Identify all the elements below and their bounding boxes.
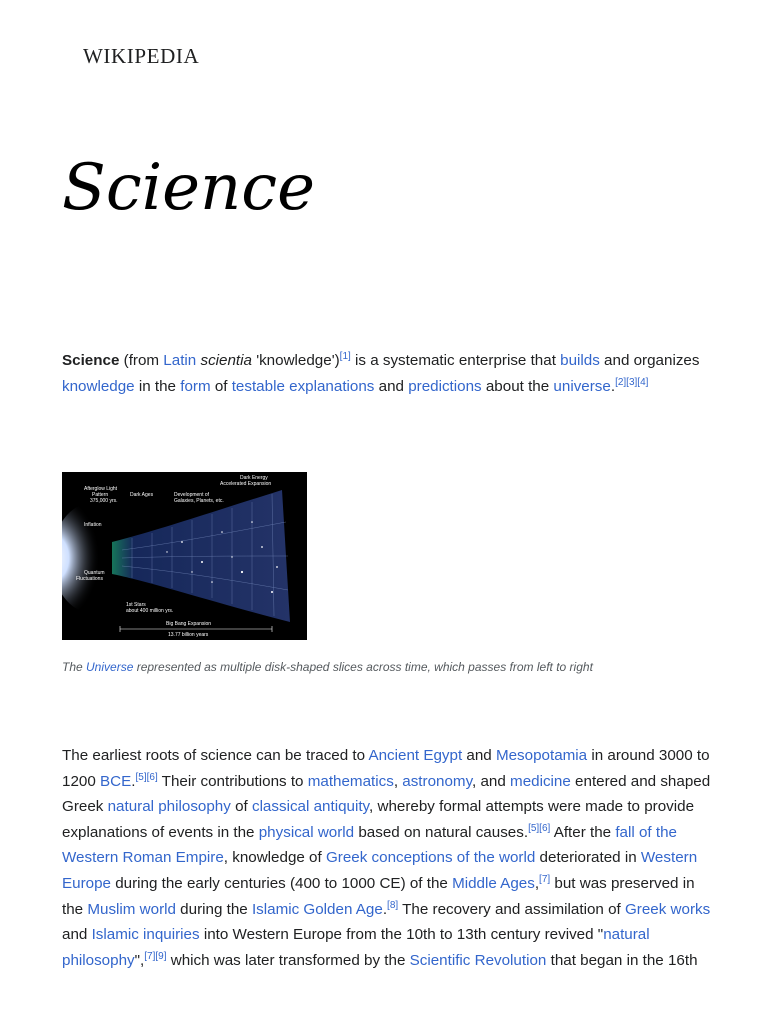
text: and — [374, 377, 409, 395]
text: Their contributions to — [157, 772, 308, 790]
text: of — [210, 377, 232, 395]
link-islamic-inquiries[interactable]: Islamic inquiries — [91, 926, 200, 944]
link-knowledge[interactable]: knowledge — [62, 377, 135, 395]
label-afterglow-2: Pattern — [92, 492, 109, 498]
text: into Western Europe from the 10th to 13th century revived " — [199, 926, 604, 944]
text: in the — [134, 377, 181, 395]
text: . — [131, 772, 136, 790]
text: The earliest roots of science can be traced to — [62, 747, 369, 764]
text: in around 3000 to 1200 — [62, 747, 710, 790]
reference-link[interactable]: [8] — [387, 899, 399, 911]
link-natural-philosophy-2[interactable]: natural philosophy — [62, 926, 650, 969]
text: The recovery and assimilation of — [398, 900, 625, 918]
text: represented as multiple disk-shaped slices across time, which passes from left to right — [133, 660, 593, 674]
label-dark-energy-1: Dark Energy — [240, 475, 268, 481]
label-afterglow-3: 375,000 yrs. — [90, 498, 118, 504]
text: entered and shaped Greek — [62, 772, 711, 816]
reference-link[interactable]: [1] — [339, 350, 351, 362]
link-medicine[interactable]: medicine — [510, 772, 571, 790]
text: (from — [119, 352, 164, 369]
text: , and — [472, 772, 511, 790]
text: of — [230, 798, 252, 816]
label-development-1: Development of — [174, 492, 210, 498]
link-latin[interactable]: Latin — [163, 352, 197, 369]
link-mesopotamia[interactable]: Mesopotamia — [495, 747, 588, 764]
link-testable-explanations[interactable]: testable explanations — [231, 377, 375, 395]
label-dark-ages: Dark Ages — [130, 492, 154, 498]
label-quantum-2: Fluctuations — [76, 576, 103, 582]
text: based on natural causes. — [354, 823, 529, 841]
link-universe-caption[interactable]: Universe — [86, 660, 134, 674]
label-dark-energy-2: Accelerated Expansion — [220, 481, 272, 487]
italic-term: scientia — [200, 352, 252, 369]
label-inflation: Inflation — [84, 522, 102, 528]
bold-term: Science — [62, 352, 120, 369]
link-physical-world[interactable]: physical world — [258, 823, 355, 841]
link-islamic-golden-age[interactable]: Islamic Golden Age — [251, 900, 383, 918]
link-ancient-egypt[interactable]: Ancient Egypt — [368, 747, 463, 764]
label-first-stars-1: 1st Stars — [126, 602, 146, 608]
text: that began in the 16th — [546, 951, 698, 969]
link-bce[interactable]: BCE — [100, 772, 132, 790]
link-mathematics[interactable]: mathematics — [307, 772, 394, 790]
history-paragraph — [62, 743, 712, 973]
link-scientific-revolution[interactable]: Scientific Revolution — [409, 951, 547, 969]
text: is a systematic enterprise that — [350, 352, 561, 369]
link-greek-conceptions[interactable]: Greek conceptions of the world — [325, 849, 536, 867]
link-universe[interactable]: universe — [553, 377, 611, 395]
link-natural-philosophy[interactable]: natural philosophy — [107, 798, 231, 816]
text: After the — [550, 823, 616, 841]
text: . — [610, 377, 616, 395]
reference-link[interactable]: [7][9] — [144, 950, 167, 962]
text: and organizes — [599, 352, 700, 369]
wikipedia-logo[interactable]: WIKIPEDIA — [83, 44, 200, 68]
text: during the — [175, 900, 252, 918]
figure-caption — [62, 660, 593, 674]
label-afterglow-1: Afterglow Light — [84, 486, 118, 492]
intro-paragraph — [62, 348, 712, 399]
page-title: Science — [62, 151, 315, 225]
text: , — [393, 772, 403, 790]
link-greek-works[interactable]: Greek works — [624, 900, 711, 918]
text: , — [534, 874, 540, 892]
text: , whereby formal attempts were made to provide explanations of events in the — [62, 798, 695, 841]
link-classical-antiquity[interactable]: classical antiquity — [251, 798, 370, 816]
link-fall-of-western-roman-empire[interactable]: fall of the Western Roman Empire — [62, 823, 677, 867]
reference-link[interactable]: [7] — [539, 873, 551, 885]
reference-link[interactable]: [5][6] — [528, 822, 551, 834]
text: . — [382, 900, 388, 918]
text: but was preserved in the — [62, 874, 695, 918]
reference-link[interactable]: [5][6] — [135, 771, 158, 783]
text: which was later transformed by the — [166, 951, 410, 969]
link-muslim-world[interactable]: Muslim world — [87, 900, 176, 918]
text: deteriorated in — [535, 849, 641, 867]
link-builds[interactable]: builds — [560, 352, 600, 369]
link-western-europe[interactable]: Western Europe — [62, 849, 698, 892]
link-form[interactable]: form — [180, 377, 211, 395]
label-quantum-1: Quantum — [84, 570, 105, 576]
link-middle-ages[interactable]: Middle Ages — [452, 874, 535, 892]
text: and — [62, 926, 92, 944]
label-years: 13.77 billion years — [168, 632, 209, 638]
text: The — [62, 660, 87, 674]
label-development-2: Galaxies, Planets, etc. — [174, 498, 224, 504]
link-predictions[interactable]: predictions — [408, 377, 482, 395]
text: during the early centuries (400 to 1000 CE) of the — [110, 874, 453, 892]
universe-diagram — [62, 472, 307, 640]
text: about the — [481, 377, 554, 395]
label-expansion: Big Bang Expansion — [166, 621, 212, 627]
text: 'knowledge') — [251, 352, 340, 369]
link-astronomy[interactable]: astronomy — [402, 772, 473, 790]
text: and — [462, 747, 496, 764]
text: , knowledge of — [223, 849, 326, 867]
universe-timeline-image[interactable] — [62, 472, 307, 640]
text: ", — [134, 951, 145, 969]
reference-link[interactable]: [2][3][4] — [615, 376, 649, 388]
label-first-stars-2: about 400 million yrs. — [126, 608, 174, 614]
